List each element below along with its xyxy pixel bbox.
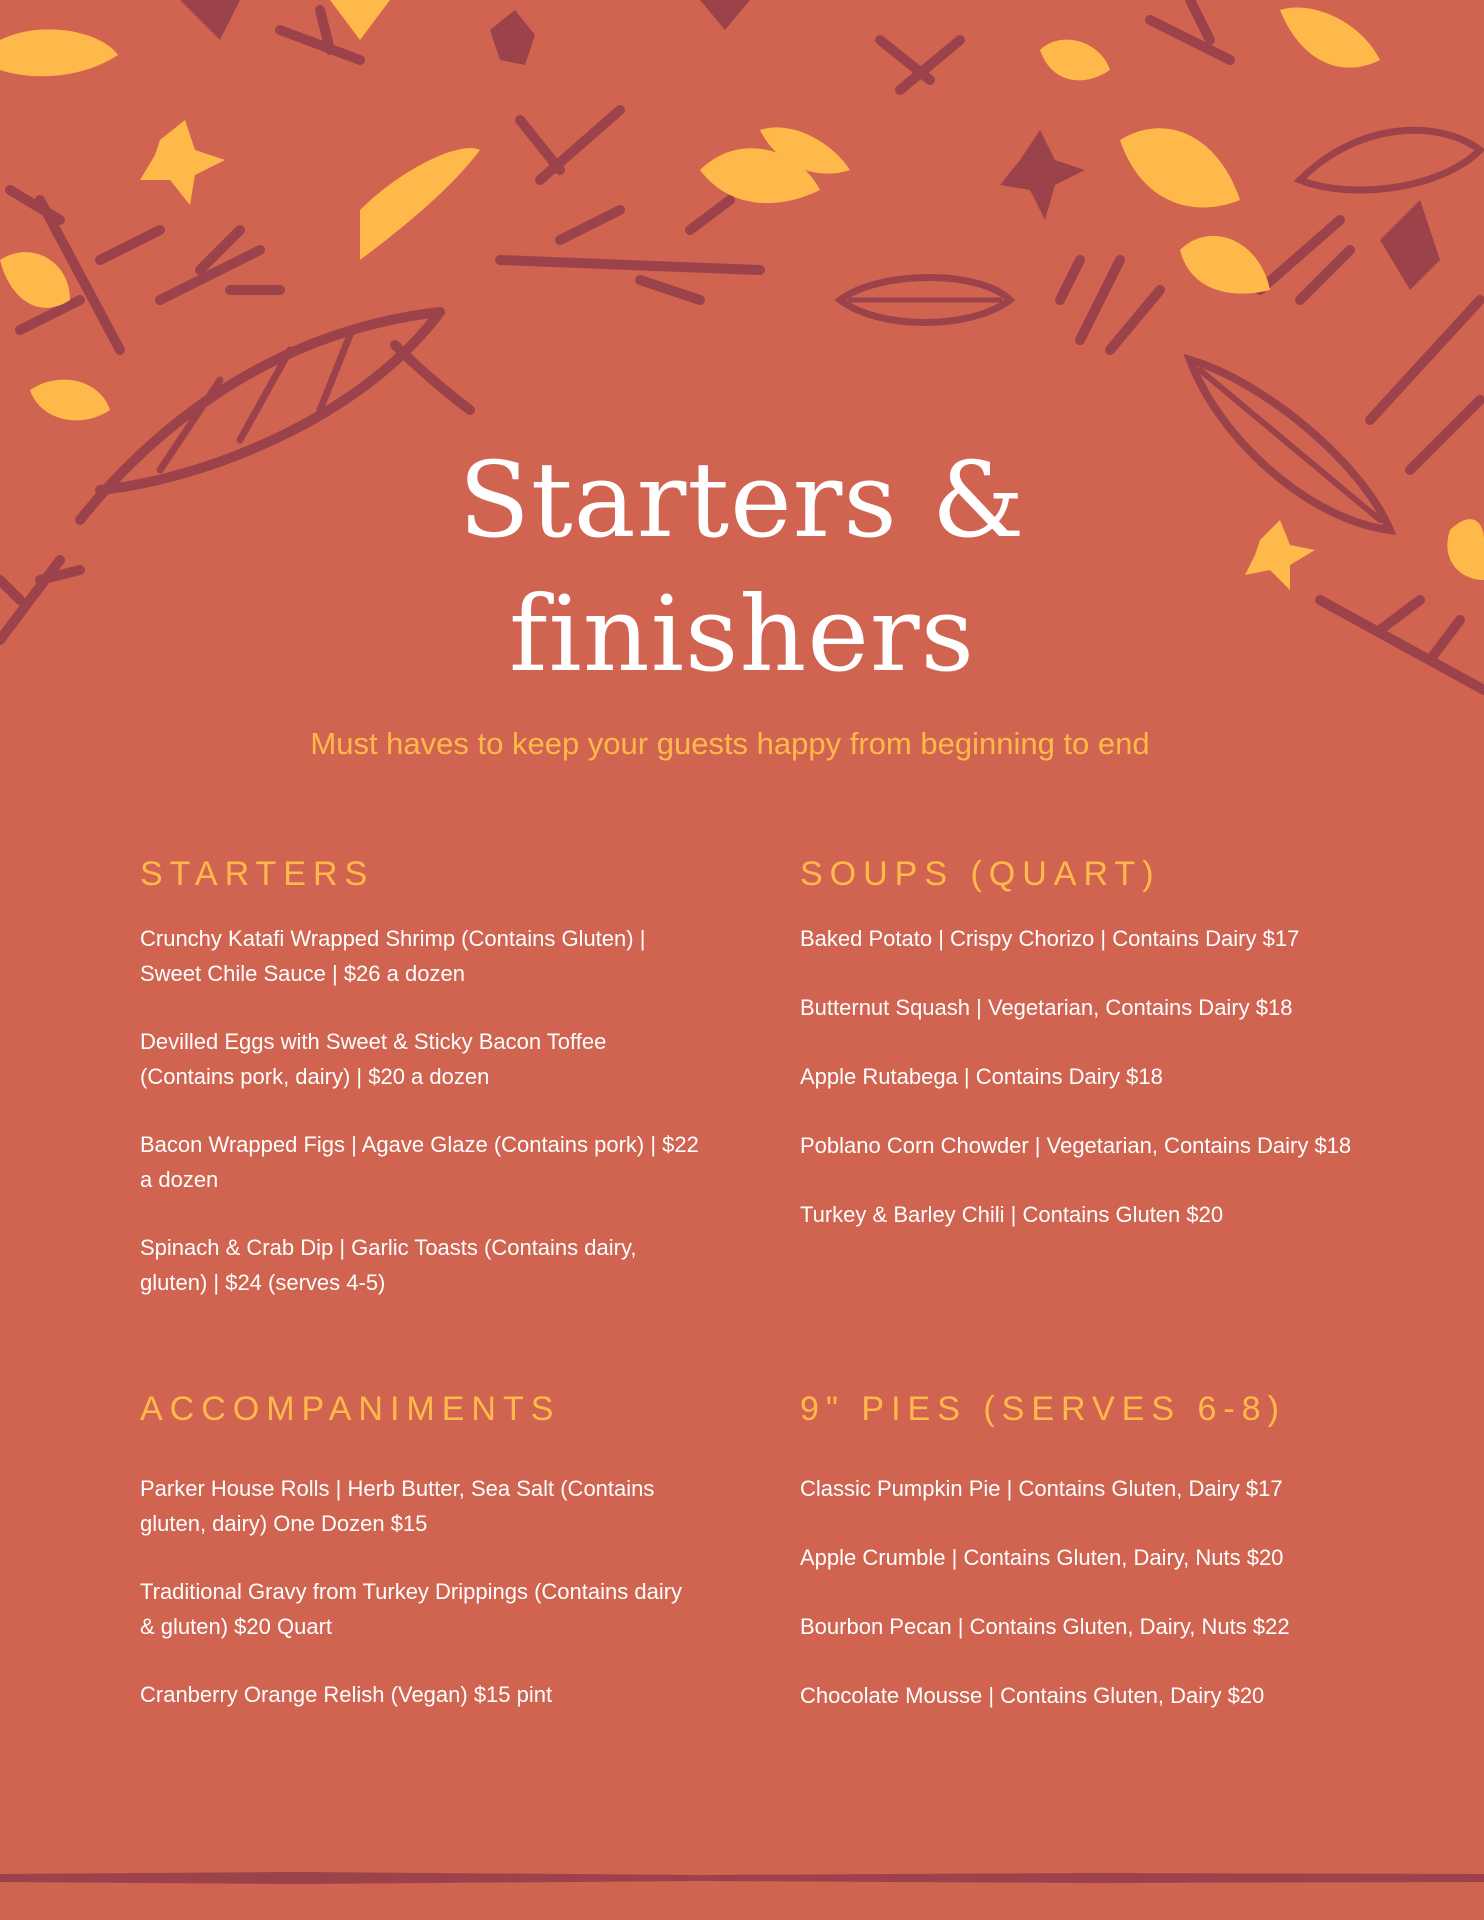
section-heading-starters: STARTERS — [140, 855, 375, 893]
section-pies — [800, 1390, 1360, 1713]
menu-item: Cranberry Orange Relish (Vegan) $15 pint — [140, 1682, 553, 1707]
menu-item: Traditional Gravy from Turkey Drippings (Contains dairy & gluten) $20 Quart — [140, 1579, 683, 1639]
menu-item: Baked Potato | Crispy Chorizo | Contains Dairy $17 — [800, 926, 1300, 951]
section-heading-soups: SOUPS (QUART) — [800, 855, 1161, 893]
page-title-line2: finishers — [509, 573, 975, 695]
page-title-line1: Starters & — [458, 439, 1026, 561]
menu-item: Classic Pumpkin Pie | Contains Gluten, Dairy $17 — [800, 1476, 1283, 1501]
section-accompaniments — [140, 1390, 700, 1712]
menu-item: Butternut Squash | Vegetarian, Contains Dairy $18 — [800, 995, 1293, 1020]
menu-item: Poblano Corn Chowder | Vegetarian, Contains Dairy $18 — [800, 1133, 1352, 1158]
menu-item: Bacon Wrapped Figs | Agave Glaze (Contains pork) | $22 a dozen — [140, 1132, 699, 1192]
subtitle: Must haves to keep your guests happy from beginning to end — [310, 726, 1150, 761]
section-starters — [140, 855, 700, 1300]
menu-item: Parker House Rolls | Herb Butter, Sea Salt (Contains gluten, dairy) One Dozen $15 — [140, 1476, 655, 1536]
menu-item: Crunchy Katafi Wrapped Shrimp (Contains Gluten) | Sweet Chile Sauce | $26 a dozen — [140, 926, 646, 986]
menu-item: Apple Rutabega | Contains Dairy $18 — [800, 1064, 1163, 1089]
menu-item: Devilled Eggs with Sweet & Sticky Bacon Toffee (Contains pork, dairy) | $20 a dozen — [140, 1029, 607, 1089]
menu-item: Apple Crumble | Contains Gluten, Dairy, Nuts $20 — [800, 1545, 1284, 1570]
section-heading-accompaniments: ACCOMPANIMENTS — [140, 1390, 561, 1428]
bottom-divider — [0, 1868, 1484, 1888]
menu-item: Turkey & Barley Chili | Contains Gluten $20 — [800, 1202, 1224, 1227]
section-heading-pies: 9" PIES (SERVES 6-8) — [800, 1390, 1286, 1428]
menu-item: Spinach & Crab Dip | Garlic Toasts (Contains dairy, gluten) | $24 (serves 4-5) — [140, 1235, 637, 1295]
menu-item: Bourbon Pecan | Contains Gluten, Dairy, Nuts $22 — [800, 1614, 1290, 1639]
menu-item: Chocolate Mousse | Contains Gluten, Dairy $20 — [800, 1683, 1265, 1708]
section-soups — [800, 855, 1360, 1232]
